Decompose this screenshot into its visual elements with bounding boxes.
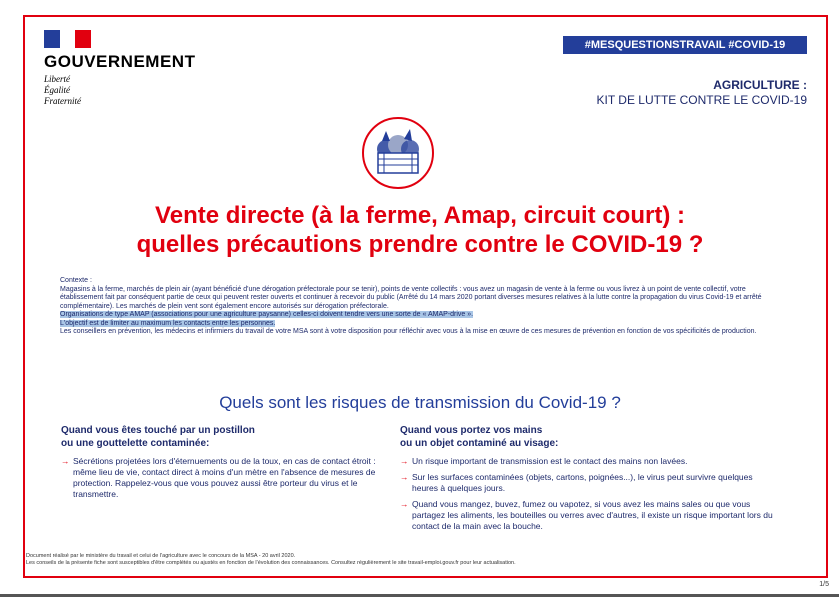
kit-subtitle: KIT DE LUTTE CONTRE LE COVID-19 bbox=[596, 93, 807, 107]
risks-heading: Quels sont les risques de transmission du Covid-19 ? bbox=[219, 393, 621, 412]
title-line-1: Vente directe (à la ferme, Amap, circuit court) : bbox=[155, 202, 685, 229]
french-flag-icon bbox=[44, 30, 91, 48]
footnote: Document réalisé par le ministère du travail et celui de l'agriculture avec le concours de la MSA - 20 avril 2020. Les conseils de la présente fiche sont susceptibles d'être complétés ou ajustés en fonction de l'évolution des connaissances. Consultez régulièrement le site travail-emploi.gouv.fr pour leur actualisation. bbox=[26, 553, 516, 566]
context-label: Contexte : bbox=[60, 277, 92, 284]
arrow-icon: → bbox=[400, 472, 409, 482]
list-item: → Sur les surfaces contaminées (objets, cartons, poignées...), le virus peut survivre quelques heures à quelques jours. bbox=[400, 472, 753, 493]
risk-column-hands bbox=[400, 425, 780, 537]
risk-column-droplets bbox=[61, 425, 376, 505]
arrow-icon: → bbox=[61, 456, 70, 466]
arrow-icon: → bbox=[400, 499, 409, 509]
topic-block bbox=[597, 78, 808, 108]
government-label: GOUVERNEMENT bbox=[44, 52, 196, 71]
risk-column-title: Quand vous portez vos mains ou un objet contaminé au visage: bbox=[400, 425, 559, 449]
motto bbox=[44, 74, 81, 107]
page-title bbox=[40, 201, 800, 259]
arrow-icon: → bbox=[400, 456, 409, 466]
motto-fraternite: Fraternité bbox=[44, 96, 81, 106]
motto-egalite: Égalité bbox=[44, 85, 70, 95]
hashtags-banner: #MESQUESTIONSTRAVAIL #COVID-19 bbox=[563, 36, 807, 54]
context-paragraph-3[interactable]: L'objectif est de limiter au maximum les contacts entre les personnes. bbox=[60, 319, 276, 327]
risk-column-title: Quand vous êtes touché par un postillon ou une gouttelette contaminée: bbox=[61, 425, 255, 449]
list-item: → Sécrétions projetées lors d'éternuements ou de la toux, en cas de contact étroit : même lieu de vie, contact direct à moins d'un mètre en l'absence de mesures de protection. Rappelez-vous que vous pouvez aussi être porteur du virus et le transmettre. bbox=[61, 456, 376, 499]
list-item: → Quand vous mangez, buvez, fumez ou vapotez, si vous avez les mains sales ou que vous partagez les aliments, les bouteilles ou verres avec d'autres, il existe un risque important lors du contact de la main avec la bouche. bbox=[400, 499, 773, 531]
context-paragraph-2[interactable]: Organisations de type AMAP (associations pour une agriculture paysanne) celles-ci doivent tendre vers une sorte de « AMAP-drive ». bbox=[60, 311, 474, 318]
vegetable-crate-icon bbox=[362, 117, 434, 189]
page-number: 1/5 bbox=[819, 581, 829, 588]
context-paragraph-4: Les conseillers en prévention, les médecins et infirmiers du travail de votre MSA sont à votre disposition pour réfléchir avec vous à la mise en œuvre de ces mesures de prévention en fonction de vos spécificités de production. bbox=[60, 328, 757, 335]
context-paragraph-1: Magasins à la ferme, marchés de plein air (ayant bénéficié d'une dérogation préfectorale pour se tenir), points de vente collectifs : vous avez un magasin de vente à la ferme ou vous livrez à un point de vente collectif, votre établissement fait par conséquent partie de ceux qui peuvent rester ouverts et continuer à recevoir du public (Arrêté du 14 mars 2020 portant diverses mesures relatives à la lutte contre la propagation du virus Covid-19 et arrêté complémentaire). Les marchés de plein vent sont également encore autorisés sur dérogation préfectorale. bbox=[60, 285, 762, 310]
motto-liberte: Liberté bbox=[44, 74, 70, 84]
context-section bbox=[60, 277, 780, 337]
topic-label: AGRICULTURE : bbox=[713, 78, 807, 92]
list-item: → Un risque important de transmission est le contact des mains non lavées. bbox=[400, 456, 688, 466]
title-line-2: quelles précautions prendre contre le COVID-19 ? bbox=[136, 231, 704, 258]
